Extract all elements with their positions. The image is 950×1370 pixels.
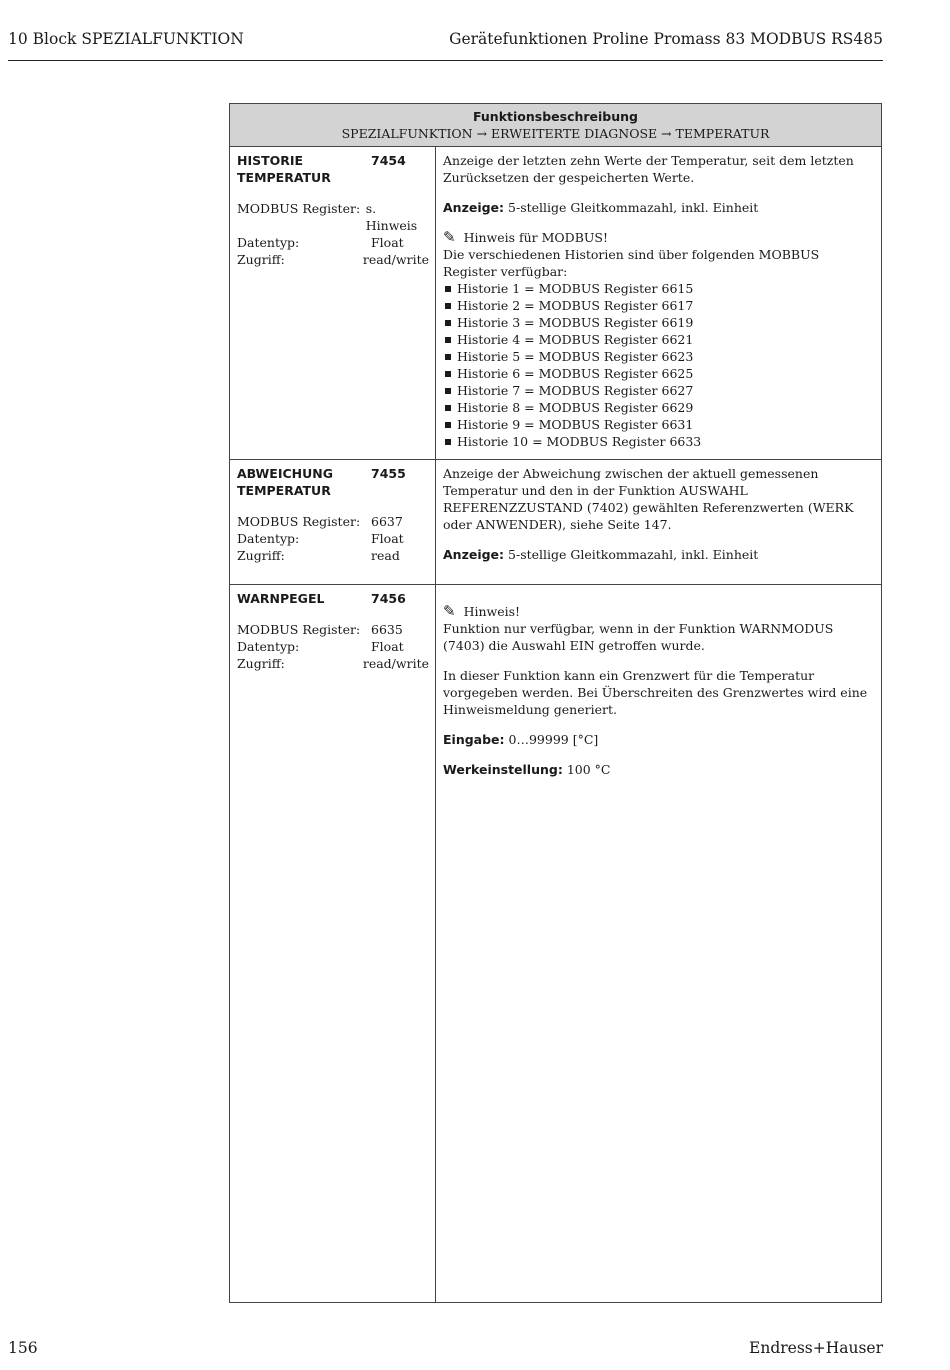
access-value: read <box>371 548 400 563</box>
werk-line <box>443 761 873 778</box>
note-heading <box>443 603 873 620</box>
anzeige-value: 5-stellige Gleitkommazahl, inkl. Einheit <box>508 200 759 215</box>
row-description-cell <box>436 460 881 563</box>
function-number: 7455 <box>371 466 406 481</box>
note-text: Die verschiedenen Historien sind über folgenden MOBBUS Register verfügbar: <box>443 247 820 279</box>
history-list <box>443 280 873 450</box>
register-label: MODBUS Register: <box>237 201 361 216</box>
description-text: In dieser Funktion kann ein Grenzwert für die Temperatur vorgegeben werden. Bei Überschreiten des Grenzwertes wird eine Hinweismeldung generiert. <box>443 668 868 717</box>
anzeige-value: 5-stellige Gleitkommazahl, inkl. Einheit <box>508 547 759 562</box>
eingabe-value: 0…99999 [°C] <box>508 732 599 747</box>
register-label: MODBUS Register: <box>237 622 361 637</box>
list-item: Historie 8 = MODBUS Register 6629 <box>443 399 873 416</box>
function-name: ABWEICHUNG TEMPERATUR <box>237 466 334 498</box>
datatype-value: Float <box>371 235 404 250</box>
register-info <box>237 621 429 672</box>
werk-label: Werkeinstellung: <box>443 762 563 777</box>
table-row-abweichung <box>230 460 881 585</box>
anzeige-label: Anzeige: <box>443 200 505 215</box>
list-item: Historie 6 = MODBUS Register 6625 <box>443 365 873 382</box>
table-row-warnpegel <box>230 585 881 1303</box>
table-row-historie <box>230 147 881 460</box>
register-value: 6635 <box>371 622 403 637</box>
anzeige-line <box>443 199 873 216</box>
table-path: SPEZIALFUNKTION → ERWEITERTE DIAGNOSE → TEMPERATUR <box>341 126 770 141</box>
note-heading <box>443 229 873 246</box>
row-description-cell <box>436 585 881 778</box>
description-text: Anzeige der letzten zehn Werte der Temperatur, seit dem letzten Zurücksetzen der gespeicherten Werte. <box>443 153 854 185</box>
list-item: Historie 3 = MODBUS Register 6619 <box>443 314 873 331</box>
register-value: 6637 <box>371 514 403 529</box>
datatype-value: Float <box>371 531 404 546</box>
anzeige-line <box>443 546 873 563</box>
row-meta-cell <box>230 460 436 584</box>
datatype-value: Float <box>371 639 404 654</box>
list-item: Historie 5 = MODBUS Register 6623 <box>443 348 873 365</box>
page-number: 156 <box>8 1339 38 1357</box>
pencil-icon: ✎ <box>443 228 456 246</box>
list-item: Historie 4 = MODBUS Register 6621 <box>443 331 873 348</box>
access-value: read/write <box>362 656 429 671</box>
note-title: Hinweis für MODBUS! <box>463 230 609 245</box>
function-name: HISTORIE TEMPERATUR <box>237 153 331 185</box>
register-value: s. Hinweis <box>365 201 418 233</box>
table-title: Funktionsbeschreibung <box>472 109 638 124</box>
note-title: Hinweis! <box>463 604 521 619</box>
access-label: Zugriff: <box>237 656 285 671</box>
access-label: Zugriff: <box>237 548 285 563</box>
datatype-label: Datentyp: <box>237 531 300 546</box>
eingabe-line <box>443 731 873 748</box>
access-value: read/write <box>362 252 429 267</box>
function-number: 7456 <box>371 591 406 606</box>
register-label: MODBUS Register: <box>237 514 361 529</box>
register-info <box>237 513 429 564</box>
list-item: Historie 2 = MODBUS Register 6617 <box>443 297 873 314</box>
header-chapter: 10 Block SPEZIALFUNKTION <box>8 30 244 48</box>
note-text: Funktion nur verfügbar, wenn in der Funktion WARNMODUS (7403) die Auswahl EIN getroffen wurde. <box>443 621 834 653</box>
row-meta-cell <box>230 585 436 1303</box>
eingabe-label: Eingabe: <box>443 732 505 747</box>
header-title: Gerätefunktionen Proline Promass 83 MODBUS RS485 <box>449 30 883 48</box>
table-header <box>230 104 881 147</box>
pencil-icon: ✎ <box>443 602 456 620</box>
list-item: Historie 9 = MODBUS Register 6631 <box>443 416 873 433</box>
function-number: 7454 <box>371 153 406 168</box>
brand-name: Endress+Hauser <box>749 1339 883 1357</box>
function-name: WARNPEGEL <box>237 591 325 606</box>
list-item: Historie 7 = MODBUS Register 6627 <box>443 382 873 399</box>
anzeige-label: Anzeige: <box>443 547 505 562</box>
function-table <box>229 103 882 1303</box>
header-rule <box>8 60 883 61</box>
row-meta-cell <box>230 147 436 459</box>
datatype-label: Datentyp: <box>237 639 300 654</box>
row-description-cell <box>436 147 881 450</box>
register-info <box>237 200 429 268</box>
list-item: Historie 1 = MODBUS Register 6615 <box>443 280 873 297</box>
description-text: Anzeige der Abweichung zwischen der aktuell gemessenen Temperatur und den in der Funktion AUSWAHL REFERENZZUSTAND (7402) gewählten Referenzwerten (WERK oder ANWENDER), siehe Seite 147. <box>443 466 854 532</box>
werk-value: 100 °C <box>566 762 611 777</box>
access-label: Zugriff: <box>237 252 285 267</box>
datatype-label: Datentyp: <box>237 235 300 250</box>
list-item: Historie 10 = MODBUS Register 6633 <box>443 433 873 450</box>
